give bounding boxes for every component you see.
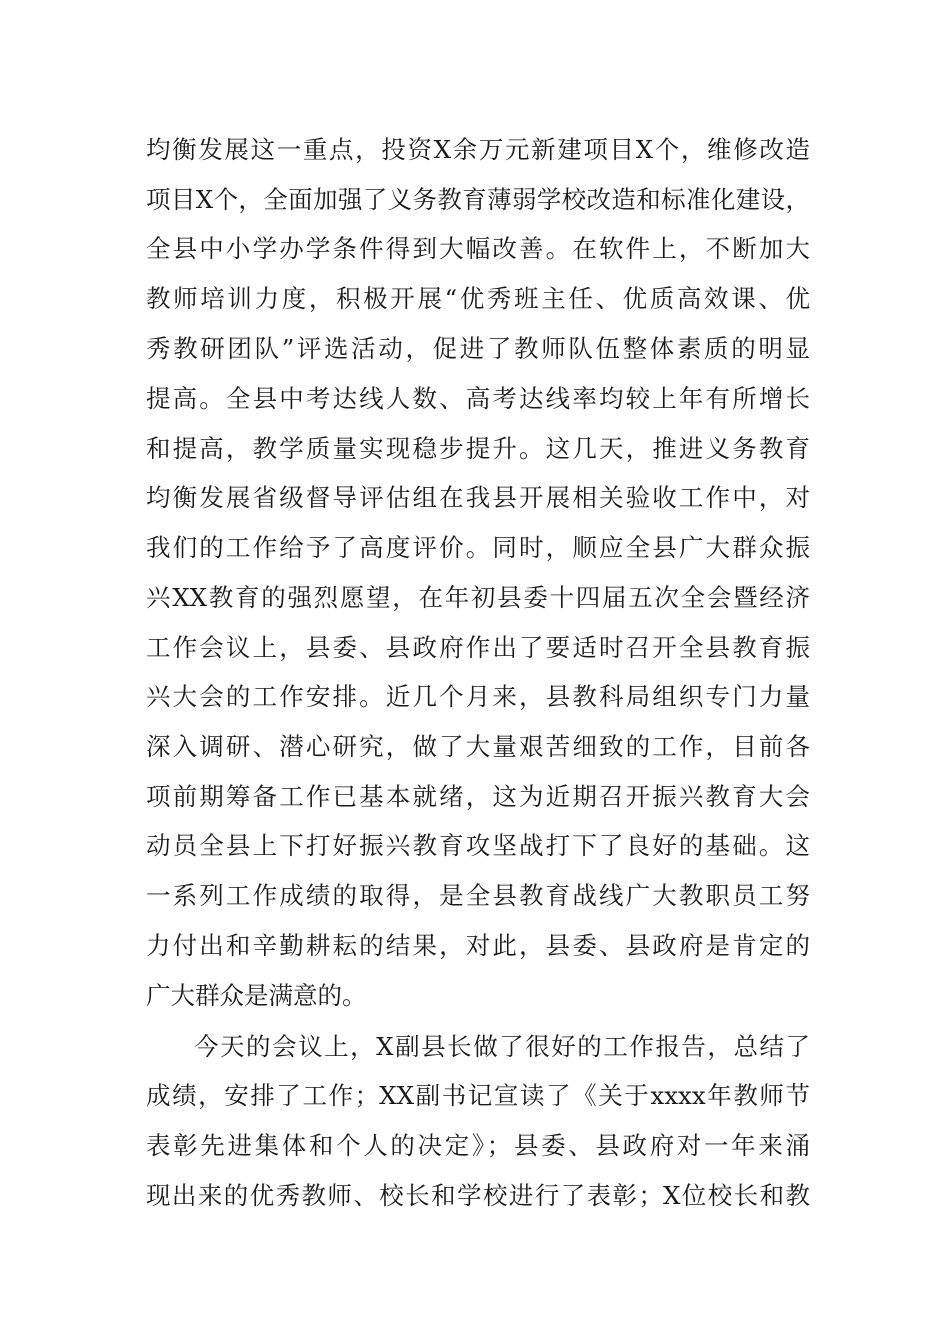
text-line: 和提高，教学质量实现稳步提升。这几天，推进义务教育 [146,434,810,463]
text-line: 现出来的优秀教师、校长和学校进行了表彰；X位校长和教 [146,1181,810,1210]
text-line: 提高。全县中考达线人数、高考达线率均较上年有所增长 [146,384,810,413]
text-line: 秀教研团队”评选活动，促进了教师队伍整体素质的明显 [146,334,810,363]
text-line: 一系列工作成绩的取得，是全县教育战线广大教职员工努 [146,881,810,910]
text-line: 成绩，安排了工作；XX副书记宣读了《关于xxxx年教师节 [146,1081,810,1110]
text-line: 均衡发展这一重点，投资X余万元新建项目X个，维修改造 [146,135,810,164]
text-line: 教师培训力度，积极开展“优秀班主任、优质高效课、优 [146,284,810,313]
text-line: 动员全县上下打好振兴教育攻坚战打下了良好的基础。这 [146,831,810,860]
text-line: 兴大会的工作安排。近几个月来，县教科局组织专门力量 [146,682,810,711]
text-line: 项前期筹备工作已基本就绪，这为近期召开振兴教育大会 [146,782,810,811]
text-line: 深入调研、潜心研究，做了大量艰苦细致的工作，目前各 [146,732,810,761]
text-line: 兴XX教育的强烈愿望，在年初县委十四届五次全会暨经济 [146,583,810,612]
text-line: 表彰先进集体和个人的决定》；县委、县政府对一年来涌 [146,1131,810,1160]
text-line: 力付出和辛勤耕耘的结果，对此，县委、县政府是肯定的 [146,931,810,960]
text-line: 均衡发展省级督导评估组在我县开展相关验收工作中，对 [146,483,810,512]
text-line: 我们的工作给予了高度评价。同时，顺应全县广大群众振 [146,533,810,562]
text-line: 广大群众是满意的。 [146,981,367,1010]
text-line: 全县中小学办学条件得到大幅改善。在软件上，不断加大 [146,234,810,263]
text-line: 今天的会议上，X副县长做了很好的工作报告，总结了 [194,1032,810,1061]
text-line: 项目X个，全面加强了义务教育薄弱学校改造和标准化建设， [146,185,810,214]
text-line: 工作会议上，县委、县政府作出了要适时召开全县教育振 [146,633,810,662]
